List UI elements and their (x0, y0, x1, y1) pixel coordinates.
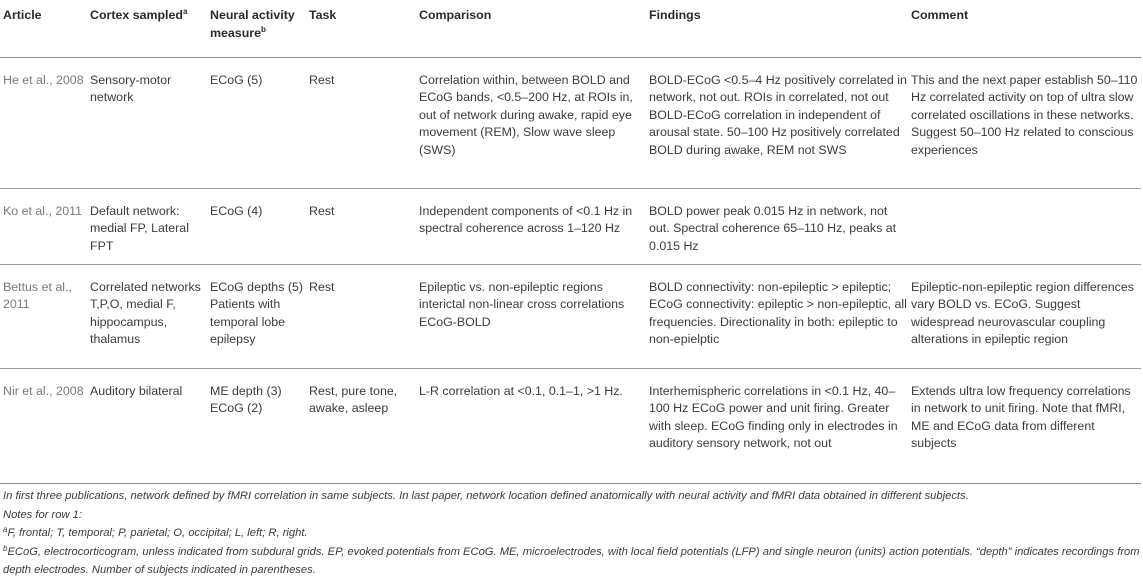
cell-findings: BOLD connectivity: non-epileptic > epileptic; ECoG connectivity: epileptic > non-epileptic, all frequencies. Directionality in both: epileptic to non-epielptic (646, 264, 908, 368)
header-article: Article (0, 0, 87, 57)
cell-task: Rest (306, 57, 416, 188)
cell-neural: ECoG (4) (207, 188, 306, 264)
note-b-marker: b (3, 543, 8, 553)
cell-article: Ko et al., 2011 (0, 188, 87, 264)
table-row (0, 264, 1141, 368)
footnote-marker-a: a (182, 7, 188, 16)
note-a: $^a$F, frontal; T, temporal; P, parietal; O, occipital; L, left; R, right. (3, 525, 308, 539)
table-row (0, 188, 1141, 264)
cell-findings: Interhemispheric correlations in <0.1 Hz, 40–100 Hz ECoG power and unit firing. Greater with sleep. ECoG finding only in electrodes in auditory sensory network, not out (646, 368, 908, 483)
footnote-marker-b: b (260, 24, 266, 34)
cell-neural: ECoG depths (5) Patients with temporal lobe epilepsy (207, 264, 306, 368)
table-row (0, 368, 1141, 483)
cell-cortex: Sensory-motor network (87, 57, 207, 188)
header-comparison: Comparison (416, 0, 646, 57)
cell-comment: Epileptic-non-epileptic region differences vary BOLD vs. ECoG. Suggest widespread neurovascular coupling alterations in epileptic region (908, 264, 1141, 368)
cell-article: Nir et al., 2008 (0, 368, 87, 483)
cell-comment: Extends ultra low frequency correlations in network to unit firing. Note that fMRI, ME and ECoG data from different subjects (908, 368, 1141, 483)
header-cortex: Cortex sampled$^a$ (87, 0, 207, 57)
table-row (0, 57, 1141, 188)
cell-neural: ME depth (3) ECoG (2) (207, 368, 306, 483)
note-row1-heading: Notes for row 1: (3, 508, 82, 521)
header-neural-activity: Neural activity measure$^b$ (207, 0, 306, 57)
header-task: Task (306, 0, 416, 57)
cell-comparison: L-R correlation at <0.1, 0.1–1, >1 Hz. (416, 368, 646, 483)
cell-comparison: Epileptic vs. non-epileptic regions interictal non-linear cross correlations ECoG-BOLD (416, 264, 646, 368)
header-comment: Comment (908, 0, 1141, 57)
cell-cortex: Default network: medial FP, Lateral FPT (87, 188, 207, 264)
cell-findings: BOLD power peak 0.015 Hz in network, not out. Spectral coherence 65–110 Hz, peaks at 0.015 Hz (646, 188, 908, 264)
cell-task: Rest (306, 264, 416, 368)
note-b: $^b$ECoG, electrocorticogram, unless indicated from subdural grids. EP, evoked potentials from ECoG. ME, microelectrodes, with local field potentials (LFP) and single neuron (units) action potentials. “depth” indicates recordings from depth electrodes. Number of subjects indicated in parentheses. (3, 543, 1140, 576)
cell-article: He et al., 2008 (0, 57, 87, 188)
cell-cortex: Correlated networks T,P,O, medial F, hippocampus, thalamus (87, 264, 207, 368)
header-findings: Findings (646, 0, 908, 57)
cell-comparison: Independent components of <0.1 Hz in spectral coherence across 1–120 Hz (416, 188, 646, 264)
cell-neural: ECoG (5) (207, 57, 306, 188)
note-a-marker: a (3, 525, 8, 534)
cell-task: Rest (306, 188, 416, 264)
cell-comment (908, 188, 1141, 264)
cell-comment: This and the next paper establish 50–110 Hz correlated activity on top of ultra slow correlated oscillations in these networks. Suggest 50–100 Hz related to conscious experiences (908, 57, 1141, 188)
cell-article: Bettus et al., 2011 (0, 264, 87, 368)
cell-task: Rest, pure tone, awake, asleep (306, 368, 416, 483)
cell-findings: BOLD-ECoG <0.5–4 Hz positively correlated in network, not out. ROIs in correlated, not out BOLD-ECoG correlation in independent of arousal state. 50–100 Hz positively correlated BOLD during awake, REM not SWS (646, 57, 908, 188)
header-row (0, 0, 1141, 57)
cell-comparison: Correlation within, between BOLD and ECoG bands, <0.5–200 Hz, at ROIs in, out of network during awake, rapid eye movement (REM), Slow wave sleep (SWS) (416, 57, 646, 188)
cell-cortex: Auditory bilateral (87, 368, 207, 483)
note-general: In first three publications, network defined by fMRI correlation in same subjects. In last paper, network location defined anatomically with neural activity and fMRI data obtained in different subjects. (3, 490, 969, 502)
table-notes (3, 487, 1141, 580)
